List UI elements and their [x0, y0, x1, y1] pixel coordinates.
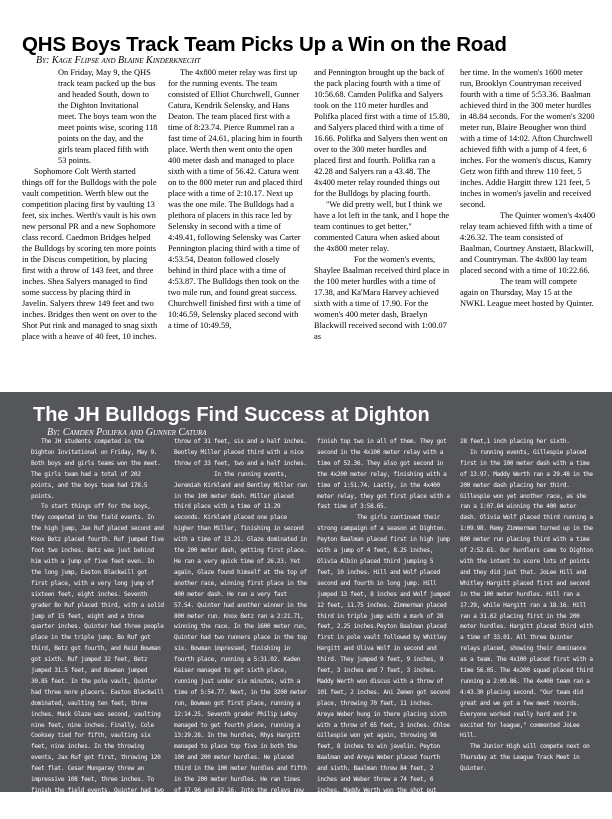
paragraph: In the running events, Jeremiah Kirkland and Bentley Miller ran in the 100 meter dash. Miller placed third place with a time of 13.29 seconds. Kirkland placed one place higher than Miller, finishing in second with a time of 13.21. Glaze dominated in the 200 meter dash, getting first place. He ran a very quick time of 26.23. Yet again, Glaze found himself at the top of another race, winning first place in the 400 meter dash. He ran a very fast 57.54. Quinter had another winner in the 800 meter run. Knox Betz ran a 2:21.71, winning the race. In the 1600 meter run, Quinter had two runners place in the top six. Bowman impressed, finishing in fourth place, running a 5:31.02. Kaden Kaiser managed to get sixth place, running just under six minutes, with a time of 5:54.77. Next, in the 3200 meter run, Bowman got first place, running a 12:14.25. Seventh grader Philip LeRoy managed to get fourth place, running a 13:29.28. In the hurdles, Rhys Hargitt managed to place top five in both the 100 and 200 meter hurdles. He placed third in the 100 meter hurdles and fifth in the 200 meter hurdles. He ran times of 17.96 and 32.16. Into the relays now for the Bulldogs, they managed to: [174, 470, 307, 805]
top-article-body: [22, 67, 600, 389]
paragraph: The JH students competed in the Dighton Invitational on Friday, May 9. Both boys and girls teams won the meet. The girls team had a total of 202 points, and the boys team had 178.5 points.: [31, 438, 161, 500]
paragraph: 28 feet,1 inch placing her sixth.: [460, 438, 570, 445]
top-article-column-4: [460, 67, 596, 389]
paragraph: In running events, Gillespie placed first in the 100 meter dash with a time of 13.97. Maddy Werth ran a 29.48 in the 200 meter dash placing her third. Gillespie won yet another race, as she ran a 1:07.84 winning the 400 meter dash. Olivia Wolf placed third running a 1:09.98. Remy Zimmerman turned up in the 800 meter run placing third with a time of 2:52.61. Our hurdlers came to Dighton with the intent to score lots of points and they did just that. JoLee Hill and Whitley Hargitt placed first and second in the 100 meter hurdles. Hill ran a 17.29, while Hargitt ran a 18.16. Hill ran a 31.62 placing first in the 200 meter hurdles. Hargitt placed third with a time of 33.01. All three Quinter relays placed, showing their dominance as a team. The 4x100 placed first with a time 56.05. The 4x200 squad placed third running a 2:09.86. The 4x400 team ran a 4:43.30 placing second. "Our team did great and we got a few meet records. Everyone worked really hard and I'm excited for league," commented JoLee Hill.: [460, 448, 593, 740]
bottom-article-column-1: [31, 437, 166, 816]
paragraph: The team will compete again on Thursday, May 15 at the NWKL League meet hosted by Quinter.: [460, 277, 594, 308]
bottom-article-byline: By: Camden Polifka and Gunner Catura: [47, 427, 207, 438]
bottom-article-column-4: [460, 437, 595, 782]
bottom-article: [0, 392, 612, 816]
paragraph: The girls continued their strong campaign of a season at Dighton. Peyton Baalman placed first in high jump with a jump of 4 feet, 8.25 inches, Olivia Albin placed third jumping 5 feet, 10 inches. Hill and Wolf placed second and fourth in long jump. Hill jumped 13 feet, 8 inches and Wolf jumped 12 feet, 11.75 inches. Zimmerman placed third in triple jump with a mark of 28 feet, 2.25 inches.Peyton Baalman placed first in pole vault followed by Whitley Hargitt and Oliva Wolf in second and third. They jumped 9 feet, 9 inches, 9 feet, 3 inches and 7 feet, 3 inches. Maddy Werth won discus with a throw of 101 feet, 2 inches. Ani Zemen got second place, throwing 70 feet, 11 inches. Areya Weber hung in there placing sixth with a throw of 65 feet, 3 inches. Chloe Gillespie won yet again, throwing 98 feet, 8 inches to win javelin. Peyton Baalman and Areya Weber placed fourth and sixth. Baalman threw 84 feet, 2 inches and Weber threw a 74 feet, 6 inches. Maddy Werth won the shot put with a mark of 38 feet, 2.5 inches. Dia Hargitt threw: [317, 514, 450, 816]
paragraph: To start things off for the boys, they competed in the field events. In the high jump, Jax Ruf placed second and Knox Betz placed fourth. Ruf jumped five foot two inches. Betz was just behind him with a jump of five feet even. In the long jump, Easton Blackwill got first place, with a very long jump of sixteen feet, eight inches. Seventh grader Bo Ruf placed third, with a solid jump of 15 feet, eight and a three quarter inches. Quinter had three people place in the triple jump. Bo Ruf got third, Betz got fourth, and Reid Bowman got sixth. Ruf jumped 32 feet, Betz jumped 31.5 feet, and Bowman jumped 30.85 feet. In the pole vault, Quinter had three more placers. Easton Blackwill dominated, vaulting ten feet, three inches. Mack Glaze was second, vaulting nine feet, nine inches. Finally, Cole Cooksey tied for fifth, vaulting six feet, nine inches. In the throwing events, Jax Ruf got first, throwing 120 feet flat. Cesar Mungaray threw an impressive 108 feet, three inches. To finish the field events, Quinter had two athletes throw in the top six. Brigham Press placed sixth with an outstanding: [31, 503, 164, 816]
bottom-article-column-3: [317, 437, 452, 816]
paragraph: her time. In the women's 1600 meter run, Brooklyn Countryman received fourth with a time of 5:53.36. Baalman achieved third in the 300 meter hurdles in 48.84 seconds. For the women's 3200 meter run, Blaire Beougher won third with a time of 14:02. Afton Churchwell achieved fifth with a jump of 4 feet, 6 inches. For the women's discus, Kamry Getz won fifth and threw 110 feet, 5 inches. Addie Hargitt threw 121 feet, 5 inches in women's javelin and received second.: [460, 68, 595, 209]
bottom-article-column-2: [174, 437, 309, 805]
paragraph: On Friday, May 9, the QHS track team packed up the bus and headed South, down to the Dighton Invitational meet. The boys team won the meet points wise, scoring 118 points on the day, and the girls team placed fifth with 53 points.: [58, 68, 158, 165]
bottom-article-body: [31, 437, 596, 816]
paragraph: For the women's events, Shaylee Baalman received third place in the 100 meter hurdles with a time of 17.38, and Ka'Mara Harvey achieved sixth with a time of 17.90. For the women's 400 meter dash, Braelyn Blackwill received second with 1:00.07 as: [314, 255, 450, 341]
top-article-column-2: [168, 67, 304, 389]
paragraph: "We did pretty well, but I think we have a lot left in the tank, and I hope the team continues to get better," commented Catura when asked about the 4x800 meter relay.: [314, 200, 450, 253]
paragraph: finish top two in all of them. They got second in the 4x100 meter relay with a time of 52.36. They also got second in the 4x200 meter relay, finishing with a time of 1:51.74. Lastly, in the 4x400 meter relay, they got first place with a fast time of 3:58.65.: [317, 438, 450, 511]
top-article-column-3: [314, 67, 450, 389]
top-article-column-1: [22, 67, 158, 389]
paragraph: throw of 31 feet, six and a half inches. Bentley Miller placed third with a nice throw of 33 feet, two and a half inches.: [174, 438, 307, 467]
top-article-byline: By: Kage Flipse and Blaine Kinderknecht: [36, 55, 201, 66]
top-article: [0, 0, 612, 392]
bottom-article-headline: The JH Bulldogs Find Success at Dighton: [33, 404, 430, 426]
top-article-headline: QHS Boys Track Team Picks Up a Win on the Road: [22, 33, 507, 56]
paragraph: Sophomore Colt Werth started things off for the Bulldogs with the pole vault competition. Werth blew out the competition placing first by vaulting 13 feet, six inches. Werth's vault is his own new personal PR and a new Sophomore class record. Caedmon Bridges helped the Bulldogs by scoring ten more points in the Discus competition, by placing first with a throw of 143 feet, and three inches. Shea Salyers managed to find some success by placing third in Javelin. Salyers threw 149 feet and two inches. Bridges then went on over to the Shot Put rink and managed to snag sixth place with a heave of 40 feet, 10 inches.: [22, 167, 158, 341]
paragraph: The Junior High will compete next on Thursday at the League Track Meet in Quinter.: [460, 743, 590, 773]
paragraph: The Quinter women's 4x400 relay team achieved fifth with a time of 4:26.32. The team consisted of Baalman, Courtney Anstaett, Blackwill, and Countryman. The 4x800 lay team placed second with a time of 10:22.66.: [460, 211, 596, 275]
paragraph: The 4x800 meter relay was first up for the running events. The team consisted of Elliot Churchwell, Gunner Catura, Kendrik Selensky, and Hans Deaton. The team placed first with a time of 8:23.74. Pierce Rummel ran a fast time of 24.61, placing him in fourth place. Werth then went onto the open 400 meter dash and managed to place sixth with a time of 56.42. Catura went on to the 800 meter run and placed third place with a time of 2:10.17. Next up was the one mile. The Bulldogs had a plethora of placers in this race led by Selensky in second with a time of 4:49.41, following Selensky was Carter Pennington placing third with a time of 4:53.54, Deaton followed closely behind in third place with a time of 4:53.87. The Bulldogs then took on the two mile run, and found great success. Churchwell finished first with a time of 10:46.59, Selensky placed second with a time of 10:49.59,: [168, 68, 303, 330]
paragraph: and Pennington brought up the back of the pack placing fourth with a time of 10:56.68. Camden Polifka and Salyers took on the 110 meter hurdles and Polifka placed first with a time of 15.80, and Salyers placed third with a time of 16.66. Polifka and Salyers then went on over to the 300 meter hurdles and placed first and fourth. Polifka ran a 42.28 and Salyers ran a 43.48. The 4x400 meter relay rounded things out for the Bulldogs by placing fourth.: [314, 68, 450, 198]
